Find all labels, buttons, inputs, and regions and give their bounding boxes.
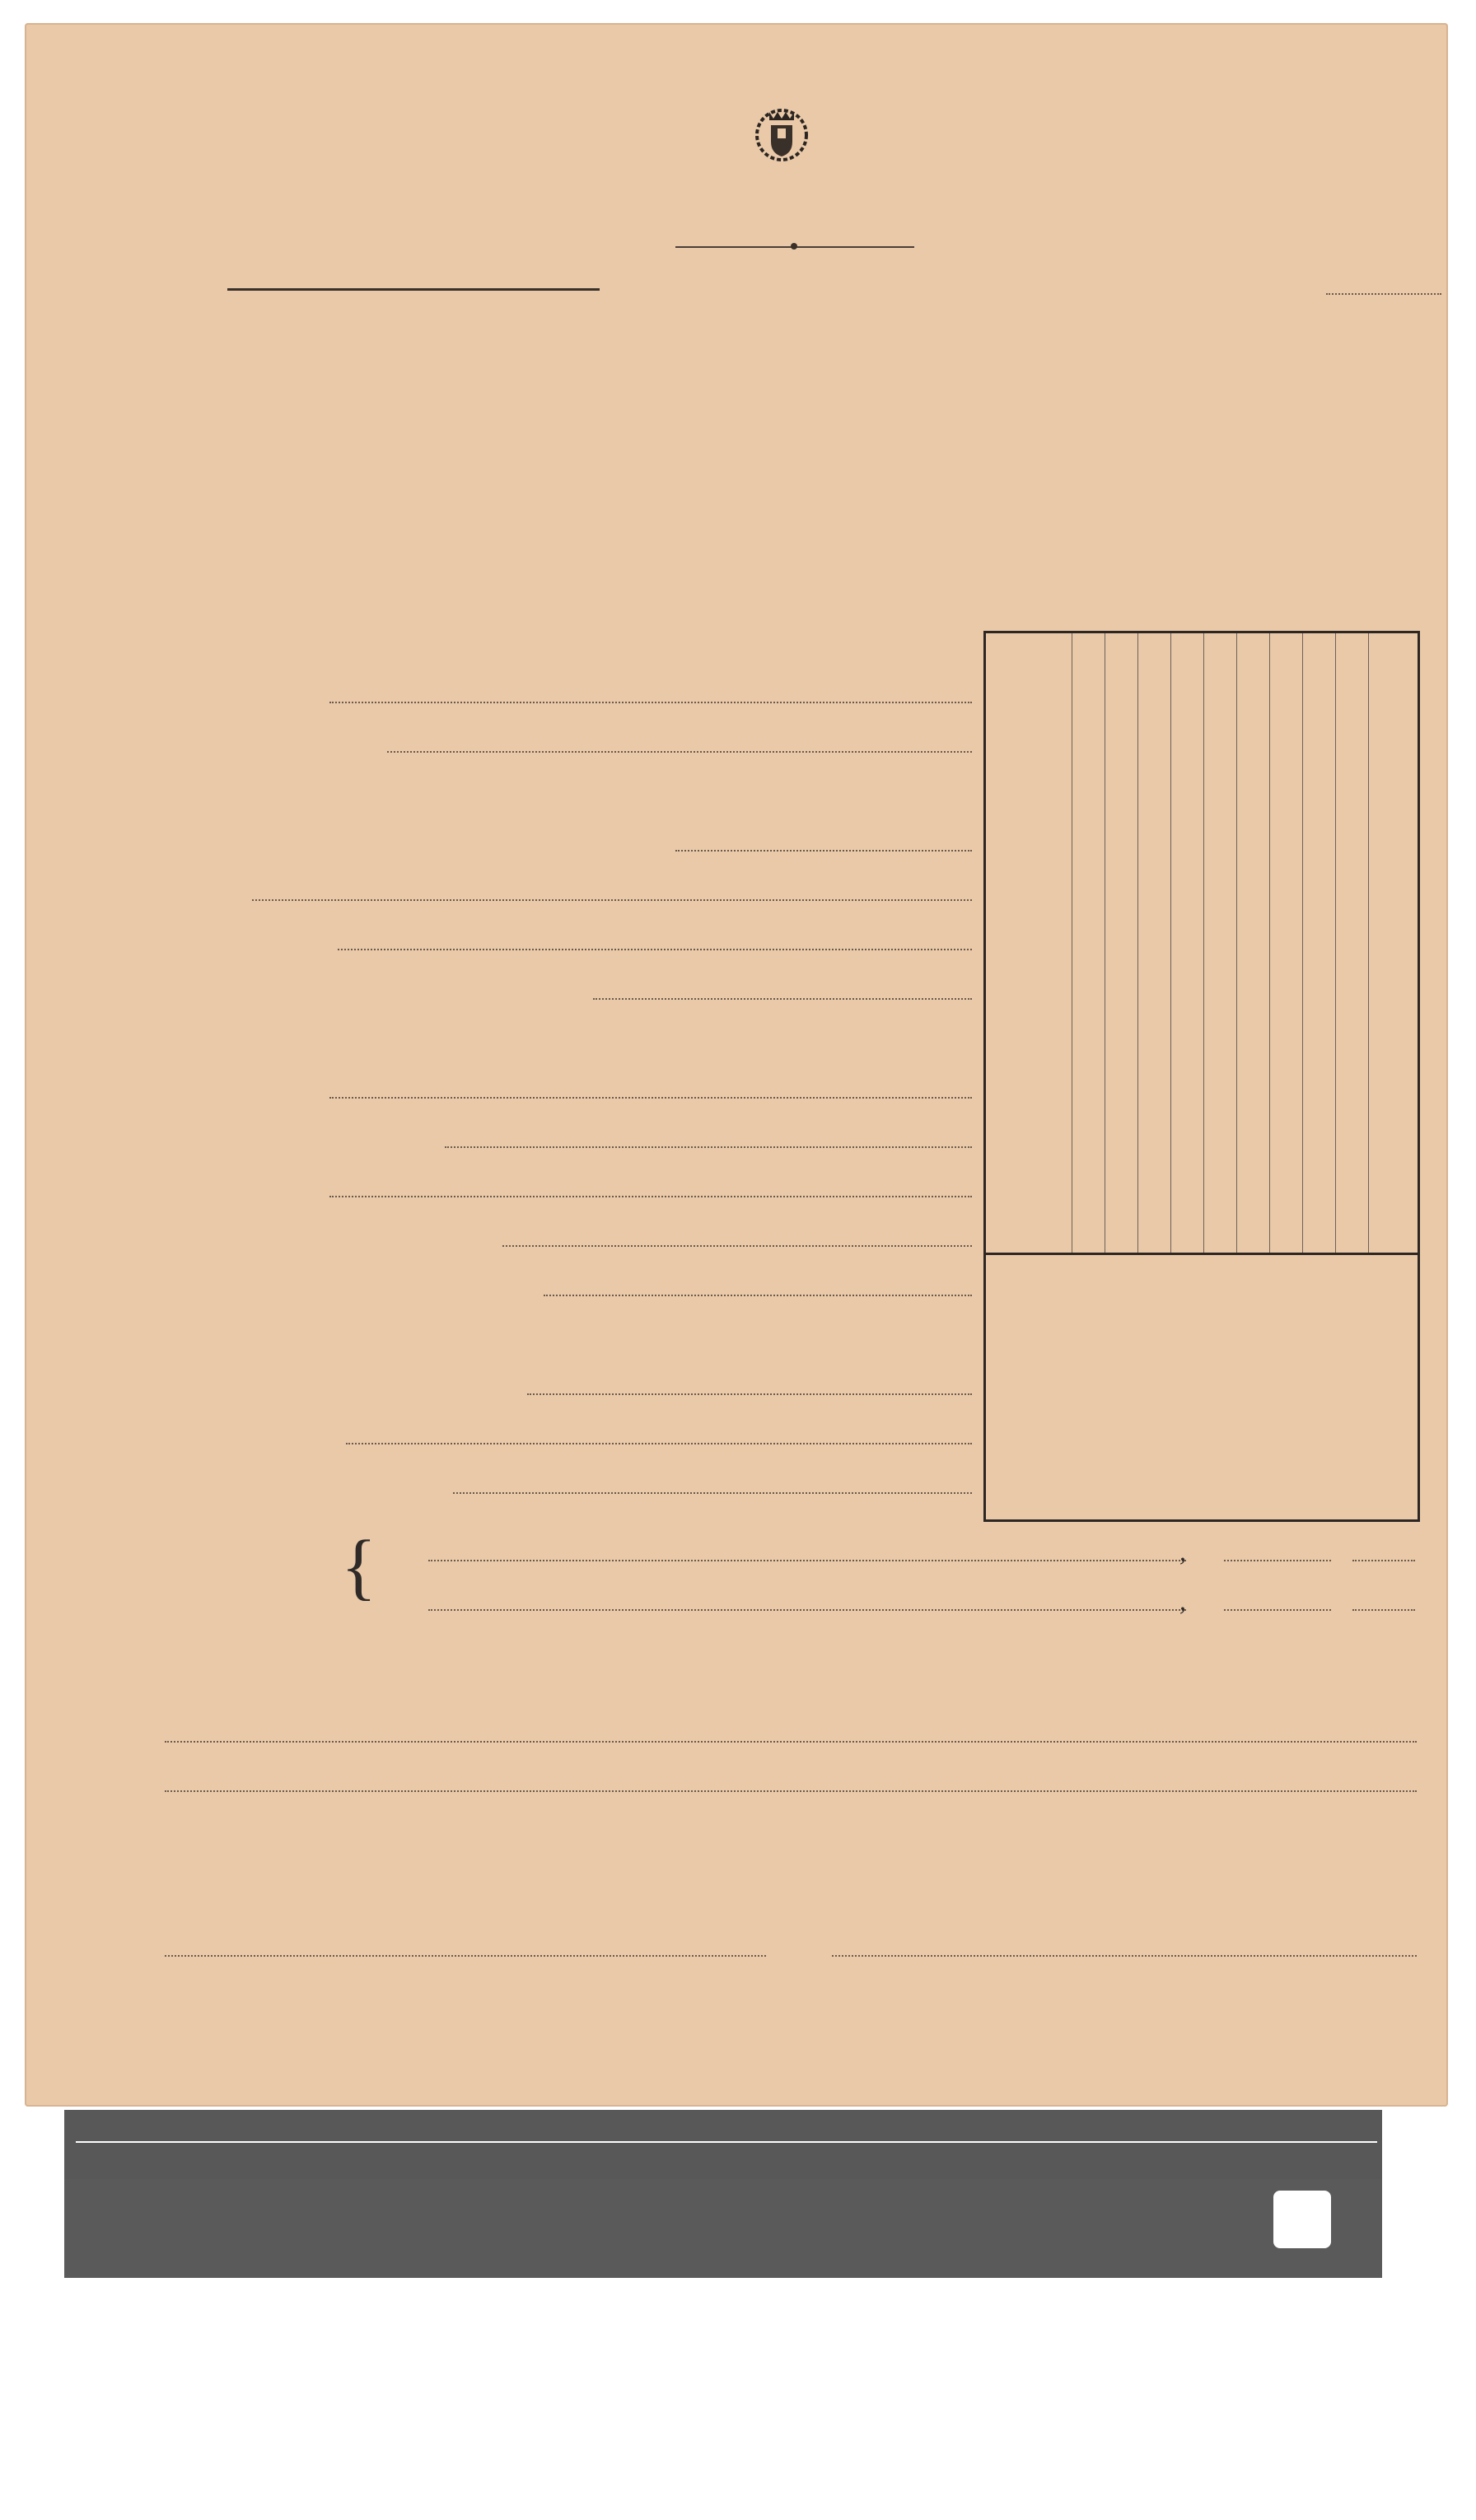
adiant-cents-1-line [1352,1560,1415,1561]
obs-rule [1269,633,1270,1253]
obs-rule [1302,633,1303,1253]
familia-line-2 [165,1790,1417,1792]
recrutador-sign-line [165,1955,766,1957]
patch-row-bottom [64,2390,1382,2502]
local-residia-dots [502,1245,972,1247]
idade-dots [445,1146,972,1148]
propriedade-dots-2 [252,899,972,901]
curadoria-underline [227,288,600,291]
curador-sign-line [832,1955,1417,1957]
patrao-nome-dots [329,702,972,703]
natureza-dots [527,1393,972,1395]
divider-dot [791,243,797,250]
salario-dots [453,1492,972,1494]
adiant-cents-2-line [1352,1609,1415,1611]
intro-text [283,468,372,514]
sexo-dots [329,1196,972,1197]
adiant-para-1-dots [428,1560,1186,1561]
patch-row-top [64,2278,1382,2390]
obs-rule [1170,633,1171,1253]
ruler-rule [76,2141,1377,2143]
observacoes-box [983,631,1420,1522]
adiant-amount-1-line [1224,1560,1331,1561]
patrao-residencia-dots [387,751,972,753]
obs-rule [1236,633,1237,1253]
obs-rule [1368,633,1369,1253]
trabalhador-nome-dots [329,1097,972,1099]
coat-of-arms-emblem [753,102,810,168]
adiant-para-2-comma: , [1179,1586,1186,1616]
agencia-dots [593,998,972,1000]
caderneta-dots [544,1295,972,1296]
obs-rule [1335,633,1336,1253]
kodak-logo [1273,2191,1331,2248]
adiant-amount-2-line [1224,1609,1331,1611]
adiantamentos-brace: { [341,1526,377,1608]
obs-rule [1203,633,1204,1253]
propriedade-dots [675,850,972,852]
kodak-band [64,2179,1382,2278]
familia-line-1 [165,1741,1417,1743]
adiant-para-1-comma: , [1179,1537,1186,1566]
kodak-ruler [64,2110,1382,2179]
contract-form-paper [25,23,1448,2107]
intro-day [283,474,306,512]
obs-divider [986,1253,1418,1255]
numero-dots [1326,293,1441,295]
adiant-para-2-dots [428,1609,1186,1611]
local-dots [338,949,972,950]
tempo-dots [346,1443,972,1444]
intro-month [306,468,372,514]
obs-rule [1137,633,1138,1253]
